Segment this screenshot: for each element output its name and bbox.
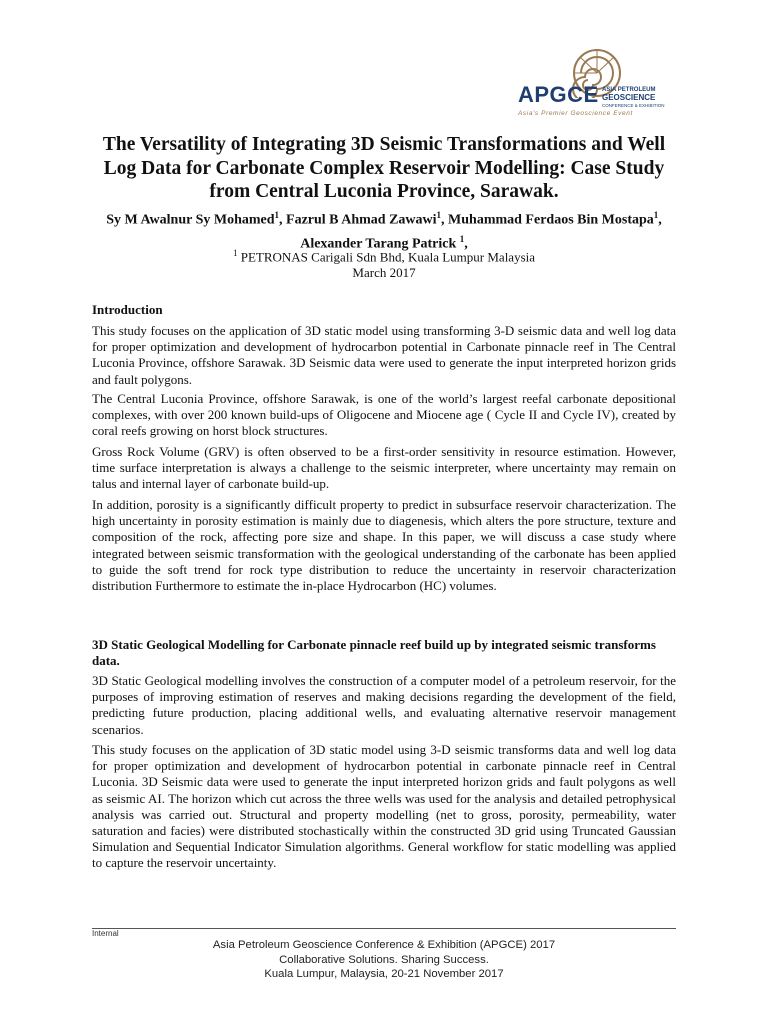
paragraph: In addition, porosity is a significantly difficult property to predict in subsurface reservoir characterization. The high uncertainty in porosity estimation is mainly due to diagenesis, which alters the pore structure, texture and composition of the rock, affecting pore size and shape. In this paper, we will discuss a case study where integrated between seismic transformation with the geological understanding of the carbonate has been applied to guide the soft trend for rock type distribution to reduce the uncertainty in reservoir characterization distribution Furthermore to estimate the in-place Hydrocarbon (HC) volumes. — [92, 497, 676, 594]
paragraph: This study focuses on the application of 3D static model using 3-D seismic transforms data and well log data for proper optimization and development of hydrocarbon potential in carbonate pinnacle reef in Central Luconia. 3D Seismic data were used to generate the input interpreted horizon grids and fault polygons as well as seismic AI. The horizon which cut across the three wells was used for the analysis and detailed petrophysical analysis was carried out. Structural and property modelling (net to gross, porosity, permeability, water saturation and facies) were distributed stochastically within the constructed 3D grid using Truncated Gaussian Simulation and Sequential Indicator Simulation algorithms. General workflow for static modelling was applied to capture the reservoir uncertainty. — [92, 742, 676, 871]
footer — [92, 938, 676, 982]
apgce-logo — [516, 48, 672, 120]
affiliation-sup: 1 — [232, 248, 238, 258]
paper-title: The Versatility of Integrating 3D Seismic Transformations and Well Log Data for Carbonate Complex Reservoir Modelling: Case Study from Central Luconia Province, Sarawak. — [102, 134, 666, 202]
author-affil-sup: 1 — [436, 210, 442, 220]
author-name: Alexander Tarang Patrick — [300, 236, 460, 252]
paragraph: This study focuses on the application of 3D static model using transforming 3-D seismic data and well log data for proper optimization and development of hydrocarbon potential in Carbonate pinnacle reef in The Central Luconia Province, offshore Sarawak. 3D Seismic data were used to generate the input interpreted horizon grids and fault polygons. — [92, 323, 676, 387]
affiliation-block — [92, 246, 676, 280]
logo-tagline: Asia's Premier Geoscience Event — [518, 110, 633, 117]
author-name: Fazrul B Ahmad Zawawi — [286, 212, 437, 228]
author-separator: , — [658, 212, 662, 228]
paragraph: Gross Rock Volume (GRV) is often observed to be a first-order sensitivity in resource estimation. However, time surface interpretation is always a challenge to the seismic interpreter, where uncertainty may remain on talus and internal layer of carbonate build-up. — [92, 444, 676, 492]
footer-location: Kuala Lumpur, Malaysia, 20-21 November 2017 — [264, 968, 504, 980]
logo-org-line2: GEOSCIENCE — [602, 93, 656, 102]
author-name: Muhammad Ferdaos Bin Mostapa — [448, 212, 654, 228]
logo-org-line1: ASIA PETROLEUM — [602, 87, 656, 93]
footer-divider — [92, 928, 676, 929]
author-name: Sy M Awalnur Sy Mohamed — [106, 212, 275, 228]
paper-date: March 2017 — [352, 264, 416, 280]
paragraph: 3D Static Geological modelling involves the construction of a computer model of a petroleum reservoir, for the purposes of improving estimation of reserves and making decisions regarding the development of the field, predicting future production, placing additional wells, and evaluating alternative reservoir management scenarios. — [92, 673, 676, 737]
footer-conference: Asia Petroleum Geoscience Conference & Exhibition (APGCE) 2017 — [212, 939, 556, 951]
logo-org-line3: CONFERENCE & EXHIBITION — [602, 103, 665, 108]
affiliation — [92, 246, 676, 265]
logo-apgce-text: APGCE — [518, 82, 599, 107]
footer-internal-label: Internal — [92, 929, 119, 938]
footer-slogan: Collaborative Solutions. Sharing Success. — [279, 953, 489, 966]
author-affil-sup: 1 — [459, 233, 465, 244]
author-separator: , — [441, 212, 449, 228]
author-separator: , — [464, 236, 468, 252]
author-affil-sup: 1 — [653, 210, 659, 220]
affiliation-text: PETRONAS Carigali Sdn Bhd, Kuala Lumpur Malaysia — [237, 249, 536, 265]
paragraph: The Central Luconia Province, offshore Sarawak, is one of the world’s largest reefal carbonate depositional complexes, with over 200 known build-ups of Oligocene and Miocene age ( Cycle II and Cycle IV), created by coral reefs growing on horst block structures. — [92, 391, 676, 439]
section-heading-static-modelling: 3D Static Geological Modelling for Carbonate pinnacle reef build up by integrated seismic transforms data. — [92, 637, 656, 668]
author-separator: , — [279, 212, 287, 228]
section-heading-introduction: Introduction — [92, 302, 163, 317]
author-affil-sup: 1 — [274, 210, 280, 220]
